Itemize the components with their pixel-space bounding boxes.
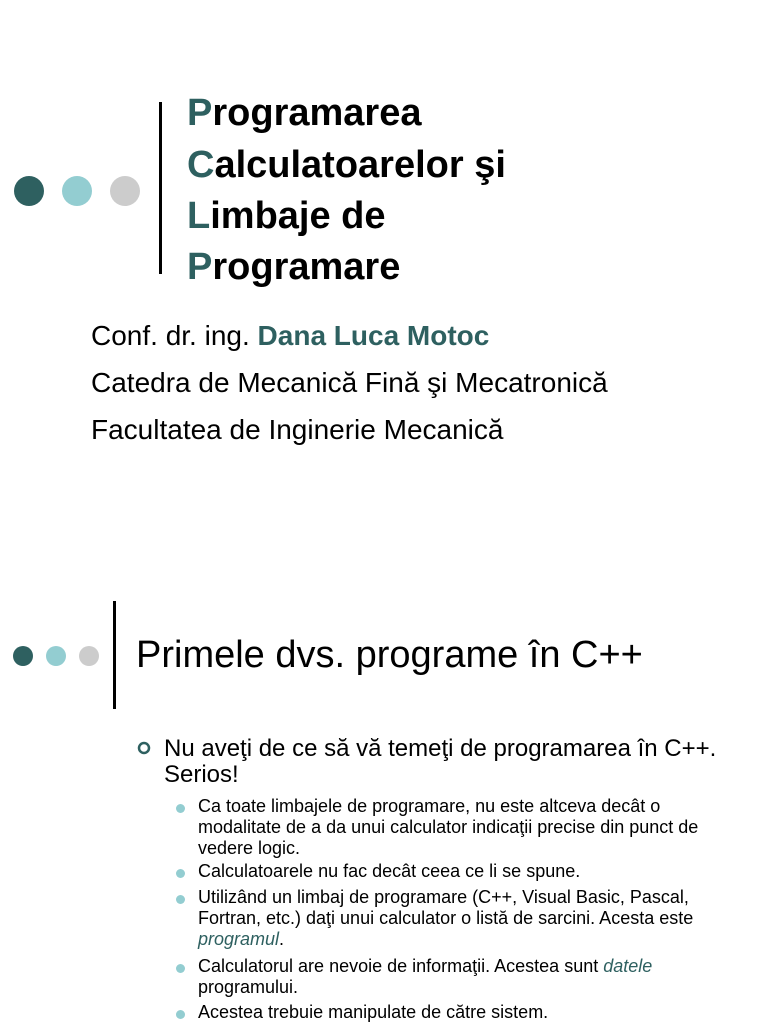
sub-bullet-text: Acestea trebuie manipulate de către sistem. bbox=[198, 1002, 549, 1022]
dark-teal-dot bbox=[13, 646, 33, 666]
sub-bullet-text: Calculatoarele nu fac decât ceea ce li se spune. bbox=[198, 861, 581, 881]
sub-bullet-icon bbox=[176, 1010, 185, 1019]
department-line: Catedra de Mecanică Fină şi Mecatronică bbox=[91, 367, 608, 398]
sub-bullet-icon bbox=[176, 964, 185, 973]
ring-bullet-icon bbox=[137, 741, 151, 755]
sub-bullet-text: Utilizând un limbaj de programare (C++, Visual Basic, Pascal, Fortran, etc.) daţi unui calculator o listă de sarcini. Acesta este programul. bbox=[198, 887, 694, 949]
gray-dot bbox=[79, 646, 99, 666]
vertical-divider bbox=[159, 102, 162, 274]
vertical-divider bbox=[113, 601, 116, 709]
dark-teal-dot bbox=[14, 176, 44, 206]
content-slide bbox=[0, 512, 768, 1024]
faculty-line: Facultatea de Inginerie Mecanică bbox=[91, 414, 504, 445]
title-line-1: Programarea bbox=[187, 92, 422, 134]
main-bullet-text: Nu aveţi de ce să vă temeţi de programarea în C++. Serios! bbox=[164, 735, 717, 788]
author-line: Conf. dr. ing. Dana Luca Motoc bbox=[91, 320, 490, 351]
emphasis-program: programul bbox=[198, 929, 280, 949]
title-line-4: Programare bbox=[187, 246, 401, 288]
sub-bullet-text: Calculatorul are nevoie de informaţii. Acestea sunt datele programului. bbox=[198, 956, 653, 997]
emphasis-data: datele bbox=[603, 956, 653, 976]
sub-bullet-icon bbox=[176, 869, 185, 878]
gray-dot bbox=[110, 176, 140, 206]
author-name: Dana Luca Motoc bbox=[257, 320, 490, 351]
light-teal-dot bbox=[62, 176, 92, 206]
title-line-3: Limbaje de bbox=[187, 195, 386, 237]
slide-title: Primele dvs. programe în C++ bbox=[136, 634, 643, 676]
sub-bullet-icon bbox=[176, 804, 185, 813]
sub-bullet-icon bbox=[176, 895, 185, 904]
title-line-2: Calculatoarelor şi bbox=[187, 144, 506, 186]
sub-bullet-text: Ca toate limbajele de programare, nu este altceva decât o modalitate de a da unui calculator indicaţii precise din punct de vedere logic. bbox=[198, 796, 699, 858]
light-teal-dot bbox=[46, 646, 66, 666]
